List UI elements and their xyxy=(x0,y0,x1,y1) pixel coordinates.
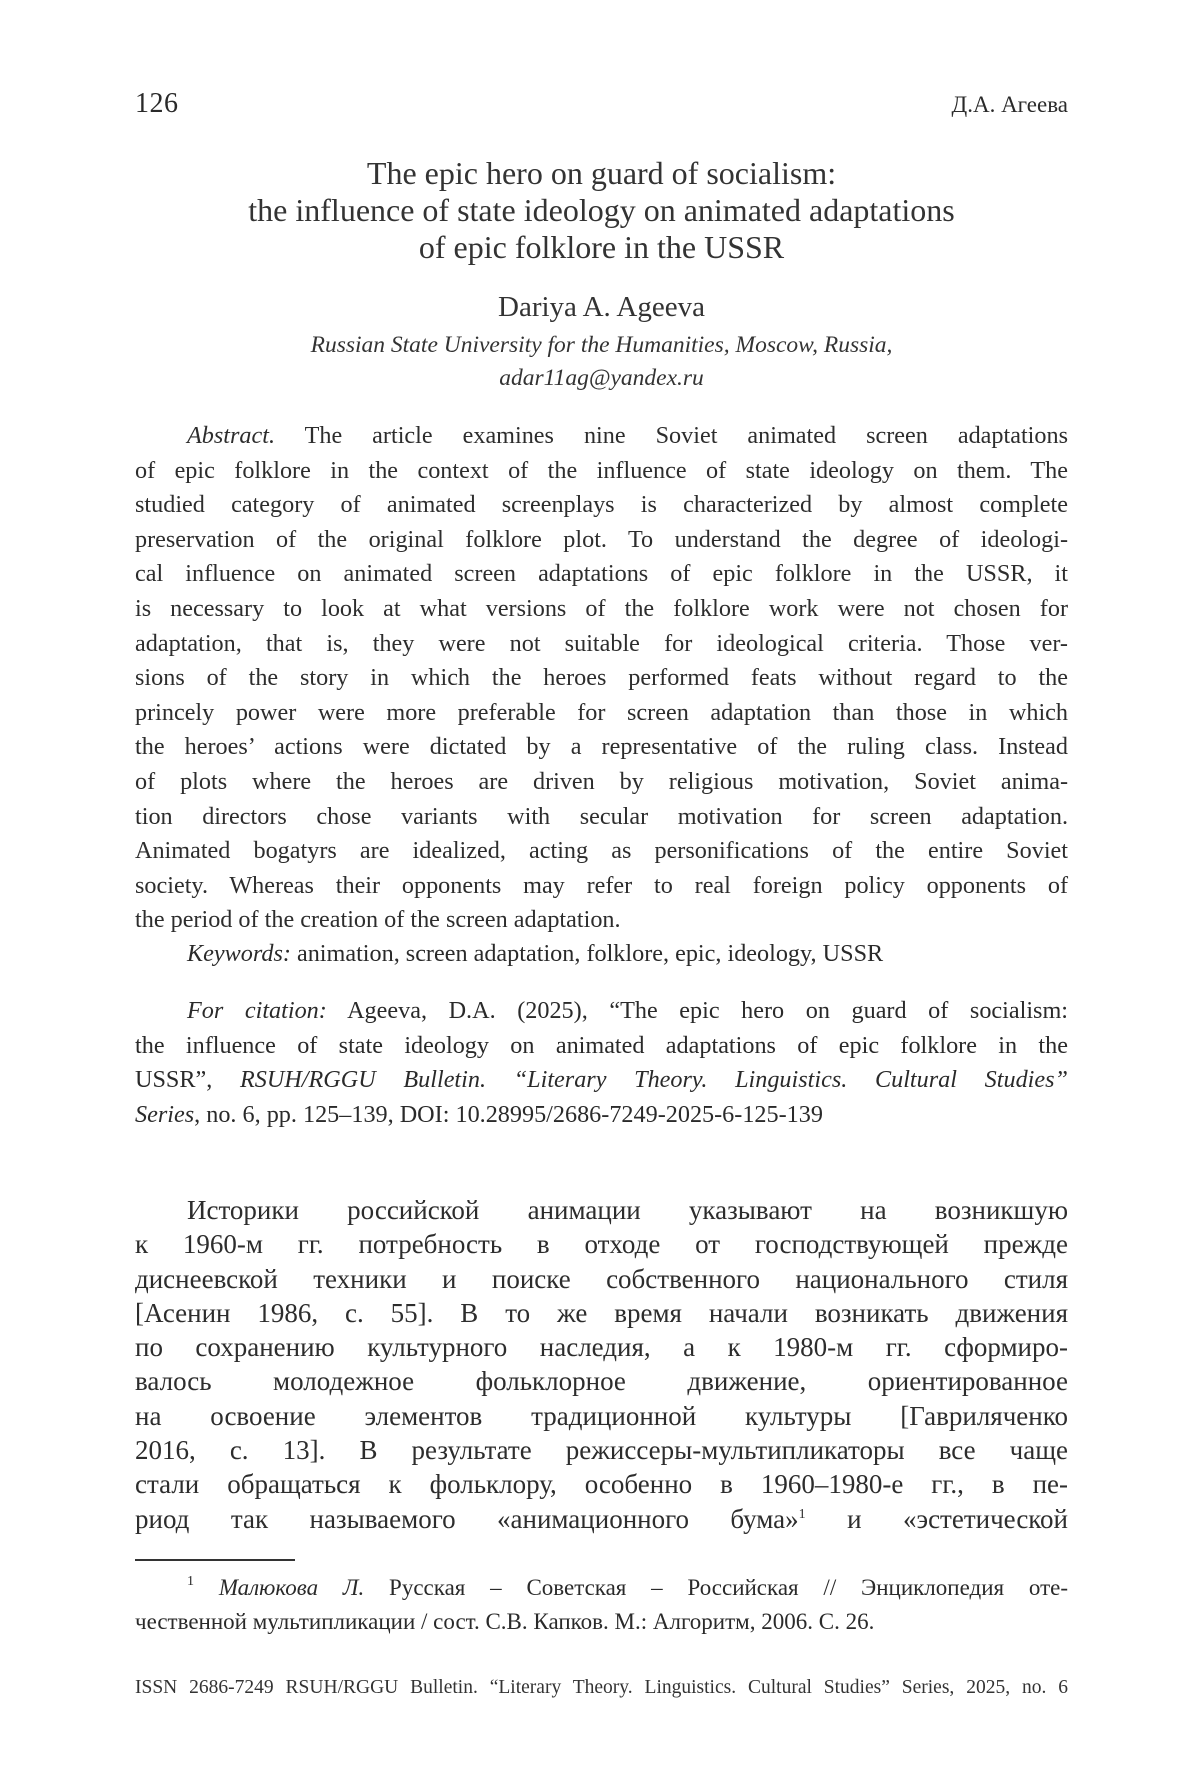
running-author: Д.А. Агеева xyxy=(951,92,1068,117)
footnote xyxy=(135,1571,1068,1639)
title-line: the influence of state ideology on animated adaptations xyxy=(248,192,955,228)
keywords xyxy=(135,937,1068,972)
body-line: по сохранению культурного наследия, а к 1980-м гг. сформиро- xyxy=(135,1332,1068,1363)
abstract-label: Abstract. xyxy=(187,422,276,449)
footnote-divider xyxy=(135,1559,295,1561)
body-line: валось молодежное фольклорное движение, ориентированное xyxy=(135,1366,1068,1397)
footnote-line: $^1$ Малюкова Л. Русская – Советская – Российская // Энциклопедия оте- xyxy=(187,1574,1068,1600)
abstract-line: Animated bogatyrs are idealized, acting as personifications of the entire Soviet xyxy=(135,837,1068,865)
page-number: 126 xyxy=(135,88,179,119)
abstract-line: adaptation, that is, they were not suitable for ideological criteria. Those ver- xyxy=(135,629,1068,657)
keywords-label: Keywords: xyxy=(187,940,291,967)
page-footer: ISSN 2686-7249 RSUH/RGGU Bulletin. “Literary Theory. Linguistics. Cultural Studies” Series, 2025, no. 6 xyxy=(135,1677,1068,1698)
citation-line: Series, no. 6, pp. 125–139, DOI: 10.28995/2686-7249-2025-6-125-139 xyxy=(135,1100,823,1128)
citation-doi: , no. 6, pp. 125–139, DOI: 10.28995/2686-7249-2025-6-125-139 xyxy=(194,1100,823,1128)
footnote-line: чественной мультипликации / сост. С.В. Капков. М.: Алгоритм, 2006. С. 26. xyxy=(135,1609,875,1634)
body-text xyxy=(135,1193,1068,1536)
abstract-line: preservation of the original folklore plot. To understand the degree of ideologi- xyxy=(135,525,1068,553)
abstract-line: studied category of animated screenplays is characterized by almost complete xyxy=(135,491,1068,519)
abstract-line: society. Whereas their opponents may refer to real foreign policy opponents of xyxy=(135,871,1068,899)
body-line: к 1960-м гг. потребность в отходе от господствующей прежде xyxy=(135,1229,1068,1260)
body-line: 2016, с. 13]. В результате режиссеры-мультипликаторы все чаще xyxy=(135,1435,1068,1466)
abstract-line: the period of the creation of the screen adaptation. xyxy=(135,906,621,934)
body-line: риод так называемого «анимационного бума»$^1$ и «эстетической xyxy=(135,1503,1069,1534)
citation-line: the influence of state ideology on animated adaptations of epic folklore in the xyxy=(135,1031,1068,1059)
abstract-line: tion directors chose variants with secular motivation for screen adaptation. xyxy=(135,802,1068,830)
author-affiliation xyxy=(135,329,1068,395)
body-line: Историки российской анимации указывают на возникшую xyxy=(187,1195,1068,1225)
abstract-line: Abstract. The article examines nine Soviet animated screen adaptations xyxy=(187,422,1068,449)
affiliation-line: Russian State University for the Humanities, Moscow, Russia, xyxy=(310,332,893,358)
abstract-line: sions of the story in which the heroes performed feats without regard to the xyxy=(135,664,1068,692)
author-name: Dariya A. Ageeva xyxy=(498,291,705,323)
citation-line: USSR”, RSUH/RGGU Bulletin. “Literary Theory. Linguistics. Cultural Studies” xyxy=(135,1066,1068,1094)
running-header xyxy=(135,88,1068,120)
title-line: of epic folklore in the USSR xyxy=(418,229,785,265)
abstract xyxy=(135,419,1068,938)
body-line: стали обращаться к фольклору, особенно в 1960–1980-е гг., в пе- xyxy=(135,1469,1068,1500)
abstract-line: cal influence on animated screen adaptations of epic folklore in the USSR, it xyxy=(135,560,1068,588)
body-line: на освоение элементов традиционной культуры [Гавриляченко xyxy=(135,1400,1068,1431)
abstract-line: of epic folklore in the context of the influence of state ideology on them. The xyxy=(135,456,1068,484)
footnote-marker: 1 xyxy=(187,1574,194,1589)
author-email[interactable]: adar11ag@yandex.ru xyxy=(499,365,704,391)
abstract-line: is necessary to look at what versions of the folklore work were not chosen for xyxy=(135,594,1068,622)
footnote-ref[interactable]: 1 xyxy=(798,1506,806,1522)
body-line: [Асенин 1986, с. 55]. В то же время начали возникать движения xyxy=(135,1297,1068,1328)
citation-line: For citation: Ageeva, D.A. (2025), “The epic hero on guard of socialism: xyxy=(187,997,1068,1024)
keywords-text: animation, screen adaptation, folklore, epic, ideology, USSR xyxy=(290,940,884,967)
citation xyxy=(135,994,1068,1132)
citation-label: For citation: xyxy=(187,997,327,1024)
title-line: The epic hero on guard of socialism: xyxy=(366,155,837,191)
body-line: диснеевской техники и поиске собственного национального стиля xyxy=(135,1263,1068,1294)
article-title xyxy=(135,155,1068,266)
abstract-line: the heroes’ actions were dictated by a representative of the ruling class. Instead xyxy=(135,733,1068,761)
abstract-line: of plots where the heroes are driven by religious motivation, Soviet anima- xyxy=(135,767,1068,795)
abstract-line: princely power were more preferable for screen adaptation than those in which xyxy=(135,698,1068,726)
